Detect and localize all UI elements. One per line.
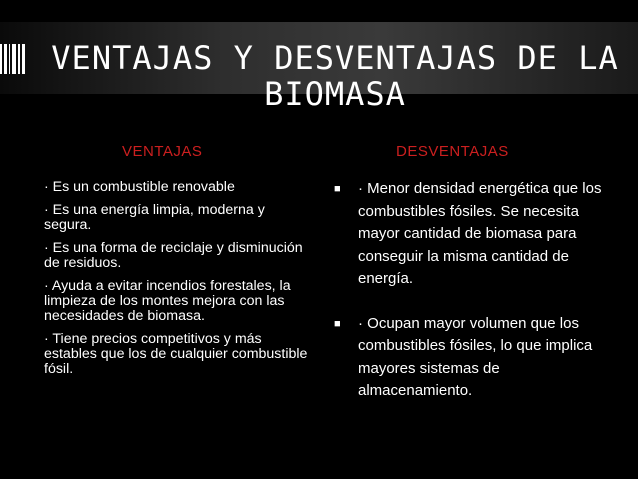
ventajas-heading: VENTAJAS — [122, 143, 203, 160]
list-item: · Tiene precios competitivos y más estables que los de cualquier combustible fósil. — [44, 331, 308, 377]
list-item: · Es una energía limpia, moderna y segura. — [44, 202, 265, 233]
list-item — [334, 178, 604, 291]
list-item: · Es un combustible renovable — [44, 179, 235, 195]
list-item — [334, 313, 604, 403]
list-item-text: · Menor densidad energética que los combustibles fósiles. Se necesita mayor cantidad de biomasa para conseguir la misma cantidad de energía. — [358, 180, 602, 287]
ventajas-list — [44, 180, 314, 385]
barcode-decoration-icon — [0, 44, 28, 74]
slide-title: VENTAJAS Y DESVENTAJAS DE LA BIOMASA — [51, 39, 619, 113]
list-item: · Ayuda a evitar incendios forestales, la limpieza de los montes mejora con las necesidades de biomasa. — [44, 278, 291, 324]
square-bullet-icon: ■ — [334, 317, 341, 330]
list-item: · Es una forma de reciclaje y disminución de residuos. — [44, 240, 303, 271]
list-item-text: · Ocupan mayor volumen que los combustibles fósiles, lo que implica mayores sistemas de almacenamiento. — [358, 314, 593, 399]
desventajas-heading: DESVENTAJAS — [396, 143, 509, 160]
square-bullet-icon: ■ — [334, 183, 341, 195]
desventajas-list — [334, 178, 604, 425]
